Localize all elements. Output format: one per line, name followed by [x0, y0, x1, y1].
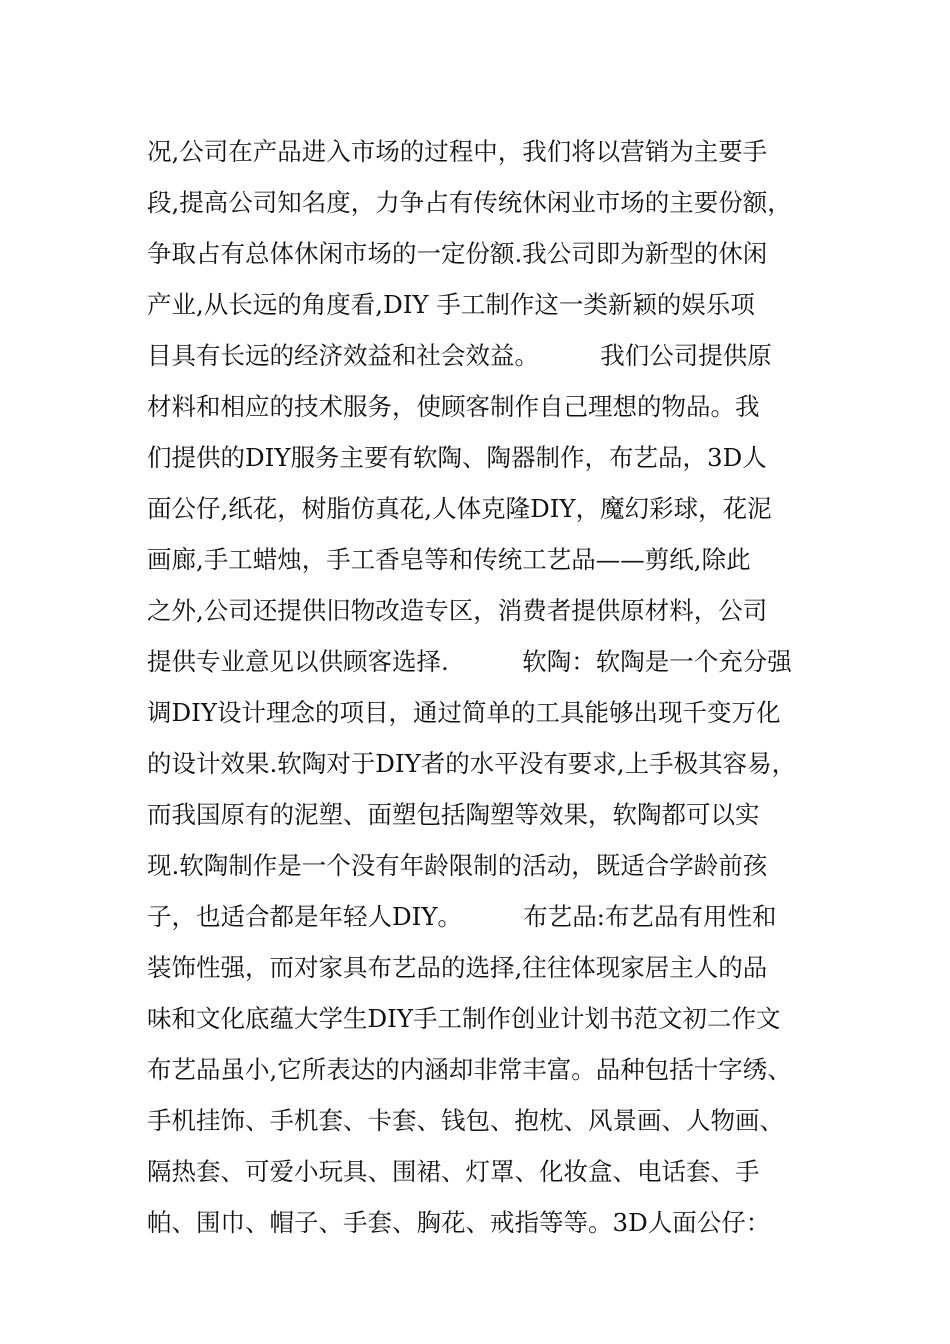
text-line: 面公仔,纸花，树脂仿真花,人体克隆DIY，魔幻彩球，花泥 — [147, 494, 772, 523]
text-line: 子，也适合都是年轻人DIY。 布艺品:布艺品有用性和 — [147, 902, 777, 931]
body-text — [147, 126, 837, 1248]
text-line: 况,公司在产品进入市场的过程中，我们将以营销为主要手 — [147, 137, 768, 166]
text-line: 现.软陶制作是一个没有年龄限制的活动，既适合学龄前孩 — [147, 851, 768, 880]
text-line: 而我国原有的泥塑、面塑包括陶塑等效果，软陶都可以实 — [147, 800, 760, 829]
text-line: 画廊,手工蜡烛，手工香皂等和传统工艺品——剪纸,除此 — [147, 545, 751, 574]
text-line: 产业,从长远的角度看,DIY 手工制作这一类新颖的娱乐项 — [147, 290, 755, 319]
text-line: 布艺品虽小,它所表达的内涵却非常丰富。品种包括十字绣、 — [147, 1055, 792, 1084]
text-line: 味和文化底蕴大学生DIY手工制作创业计划书范文初二作文 — [147, 1004, 781, 1033]
text-line: 手机挂饰、手机套、卡套、钱包、抱枕、风景画、人物画、 — [147, 1106, 784, 1135]
text-line: 隔热套、可爱小玩具、围裙、灯罩、化妆盒、电话套、手 — [147, 1157, 760, 1186]
text-line: 争取占有总体休闲市场的一定份额.我公司即为新型的休闲 — [147, 239, 768, 268]
text-line: 们提供的DIY服务主要有软陶、陶器制作，布艺品，3D人 — [147, 443, 767, 472]
text-line: 帕、围巾、帽子、手套、胸花、戒指等等。3D人面公仔： — [147, 1208, 771, 1237]
text-line: 目具有长远的经济效益和社会效益。 我们公司提供原 — [147, 341, 772, 370]
text-line: 装饰性强，而对家具布艺品的选择,往往体现家居主人的品 — [147, 953, 768, 982]
text-line: 提供专业意见以供顾客选择. 软陶：软陶是一个充分强 — [147, 647, 792, 676]
text-line: 调DIY设计理念的项目，通过简单的工具能够出现千变万化 — [147, 698, 781, 727]
text-line: 之外,公司还提供旧物改造专区，消费者提供原材料，公司 — [147, 596, 768, 625]
text-line: 的设计效果.软陶对于DIY者的水平没有要求,上手极其容易， — [147, 749, 797, 778]
text-line: 段,提高公司知名度，力争占有传统休闲业市场的主要份额， — [147, 188, 792, 217]
text-line: 材料和相应的技术服务，使顾客制作自己理想的物品。我 — [147, 392, 760, 421]
